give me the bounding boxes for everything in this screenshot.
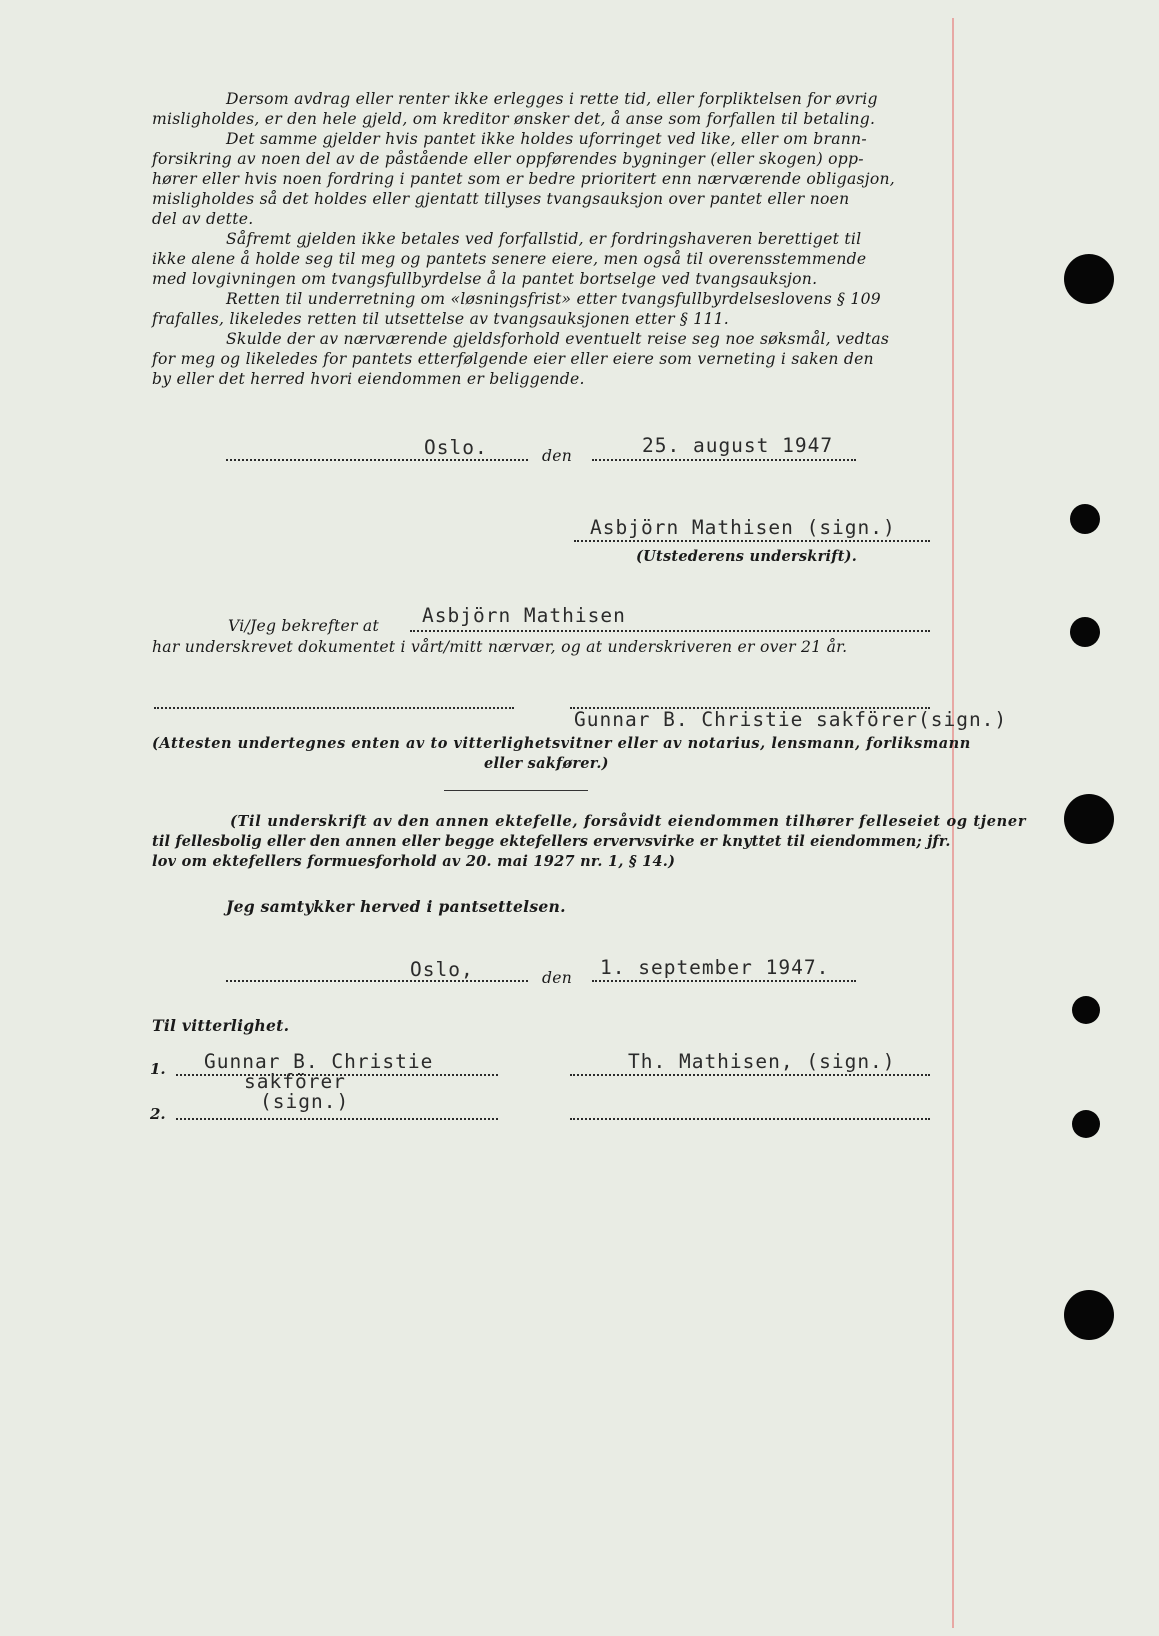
conditions-line: for meg og likeledes for pantets etterfølgende eier eller eiere som verneting i saken den bbox=[152, 350, 874, 368]
binder-hole bbox=[1072, 1110, 1100, 1138]
witness-statement-prefix: Vi/Jeg bekrefter at bbox=[228, 617, 379, 635]
consent-date-line bbox=[592, 980, 856, 982]
conditions-line: frafalles, likeledes retten til utsettelse av tvangsauksjonen etter § 111. bbox=[152, 310, 729, 328]
spouse-signature: Th. Mathisen, (sign.) bbox=[628, 1050, 896, 1073]
witness2-number: 2. bbox=[150, 1105, 166, 1123]
issuer-signature: Asbjörn Mathisen (sign.) bbox=[590, 516, 896, 539]
conditions-text bbox=[152, 89, 932, 389]
conditions-line: by eller det herred hvori eiendommen er beliggende. bbox=[152, 370, 585, 388]
binder-hole bbox=[1070, 617, 1100, 647]
consent-text: Jeg samtykker herved i pantsettelsen. bbox=[226, 897, 566, 916]
conditions-line: misligholdes så det holdes eller gjentatt tillyses tvangsauksjon over pantet eller noen bbox=[152, 190, 850, 208]
issue-date: 25. august 1947 bbox=[642, 434, 834, 457]
conditions-line: forsikring av noen del av de påstående eller oppførendes bygninger (eller skogen) opp- bbox=[152, 150, 864, 168]
left-signature-line bbox=[154, 707, 514, 709]
attest-note-line2: eller sakfører.) bbox=[484, 755, 609, 772]
conditions-line: del av dette. bbox=[152, 210, 254, 228]
issuer-signature-line bbox=[574, 540, 930, 542]
conditions-line: Såfremt gjelden ikke betales ved forfallstid, er fordringshaveren berettiget til bbox=[226, 230, 862, 248]
spouse-note-line: lov om ektefellers formuesforhold av 20. mai 1927 nr. 1, § 14.) bbox=[152, 853, 676, 870]
issuer-signature-caption: (Utstederens underskrift). bbox=[636, 548, 858, 565]
place-line bbox=[226, 459, 528, 461]
second-spouse-line bbox=[570, 1118, 930, 1120]
consent-place: Oslo, bbox=[410, 958, 474, 981]
binder-hole bbox=[1064, 254, 1114, 304]
spouse-note-line: (Til underskrift av den annen ektefelle, forsåvidt eiendommen tilhører felleseiet og tjener bbox=[230, 813, 1027, 830]
witness1-sign: (sign.) bbox=[260, 1090, 350, 1113]
binder-hole bbox=[1064, 794, 1114, 844]
confirmed-name: Asbjörn Mathisen bbox=[422, 604, 626, 627]
witness2-line bbox=[176, 1118, 498, 1120]
attestation-heading: Til vitterlighet. bbox=[152, 1016, 290, 1035]
conditions-line: Det samme gjelder hvis pantet ikke holdes uforringet ved like, eller om brann- bbox=[226, 130, 867, 148]
attest-note-line1: (Attesten undertegnes enten av to vitterlighetsvitner eller av notarius, lensmann, forliksmann bbox=[152, 735, 971, 752]
conditions-line: med lovgivningen om tvangsfullbyrdelse å la pantet bortselge ved tvangsauksjon. bbox=[152, 270, 818, 288]
conditions-line: Retten til underretning om «løsningsfrist» etter tvangsfullbyrdelseslovens § 109 bbox=[226, 290, 881, 308]
conditions-line: Skulde der av nærværende gjeldsforhold eventuelt reise seg noe søksmål, vedtas bbox=[226, 330, 890, 348]
consent-den-label: den bbox=[542, 969, 573, 987]
consent-place-line bbox=[226, 980, 528, 982]
confirmed-name-line bbox=[410, 630, 930, 632]
witness-statement-line2: har underskrevet dokumentet i vårt/mitt nærvær, og at underskriveren er over 21 år. bbox=[152, 638, 848, 656]
witness1-title: sakförer bbox=[244, 1070, 346, 1093]
conditions-line: hører eller hvis noen fordring i pantet som er bedre prioritert enn nærværende obligasjon, bbox=[152, 170, 895, 188]
witness1-number: 1. bbox=[150, 1060, 166, 1078]
consent-date: 1. september 1947. bbox=[600, 956, 830, 979]
issue-place: Oslo. bbox=[424, 436, 488, 459]
binder-hole bbox=[1064, 1290, 1114, 1340]
witness1-name: Gunnar B. Christie bbox=[204, 1050, 434, 1073]
spouse-signature-line bbox=[570, 1074, 930, 1076]
binder-hole bbox=[1072, 996, 1100, 1024]
den-label: den bbox=[542, 447, 573, 465]
conditions-line: Dersom avdrag eller renter ikke erlegges i rette tid, eller forpliktelsen for øvrig bbox=[226, 90, 878, 108]
date-line bbox=[592, 459, 856, 461]
conditions-line: ikke alene å holde seg til meg og pantets senere eiere, men også til overensstemmende bbox=[152, 250, 867, 268]
conditions-line: misligholdes, er den hele gjeld, om kreditor ønsker det, å anse som forfallen til betaling. bbox=[152, 110, 876, 128]
divider bbox=[444, 790, 588, 791]
witness-signature: Gunnar B. Christie sakförer(sign.) bbox=[574, 708, 1008, 731]
spouse-note-line: til fellesbolig eller den annen eller begge ektefellers ervervsvirke er knyttet til eiendommen; jfr. bbox=[152, 833, 951, 850]
binder-hole bbox=[1070, 504, 1100, 534]
